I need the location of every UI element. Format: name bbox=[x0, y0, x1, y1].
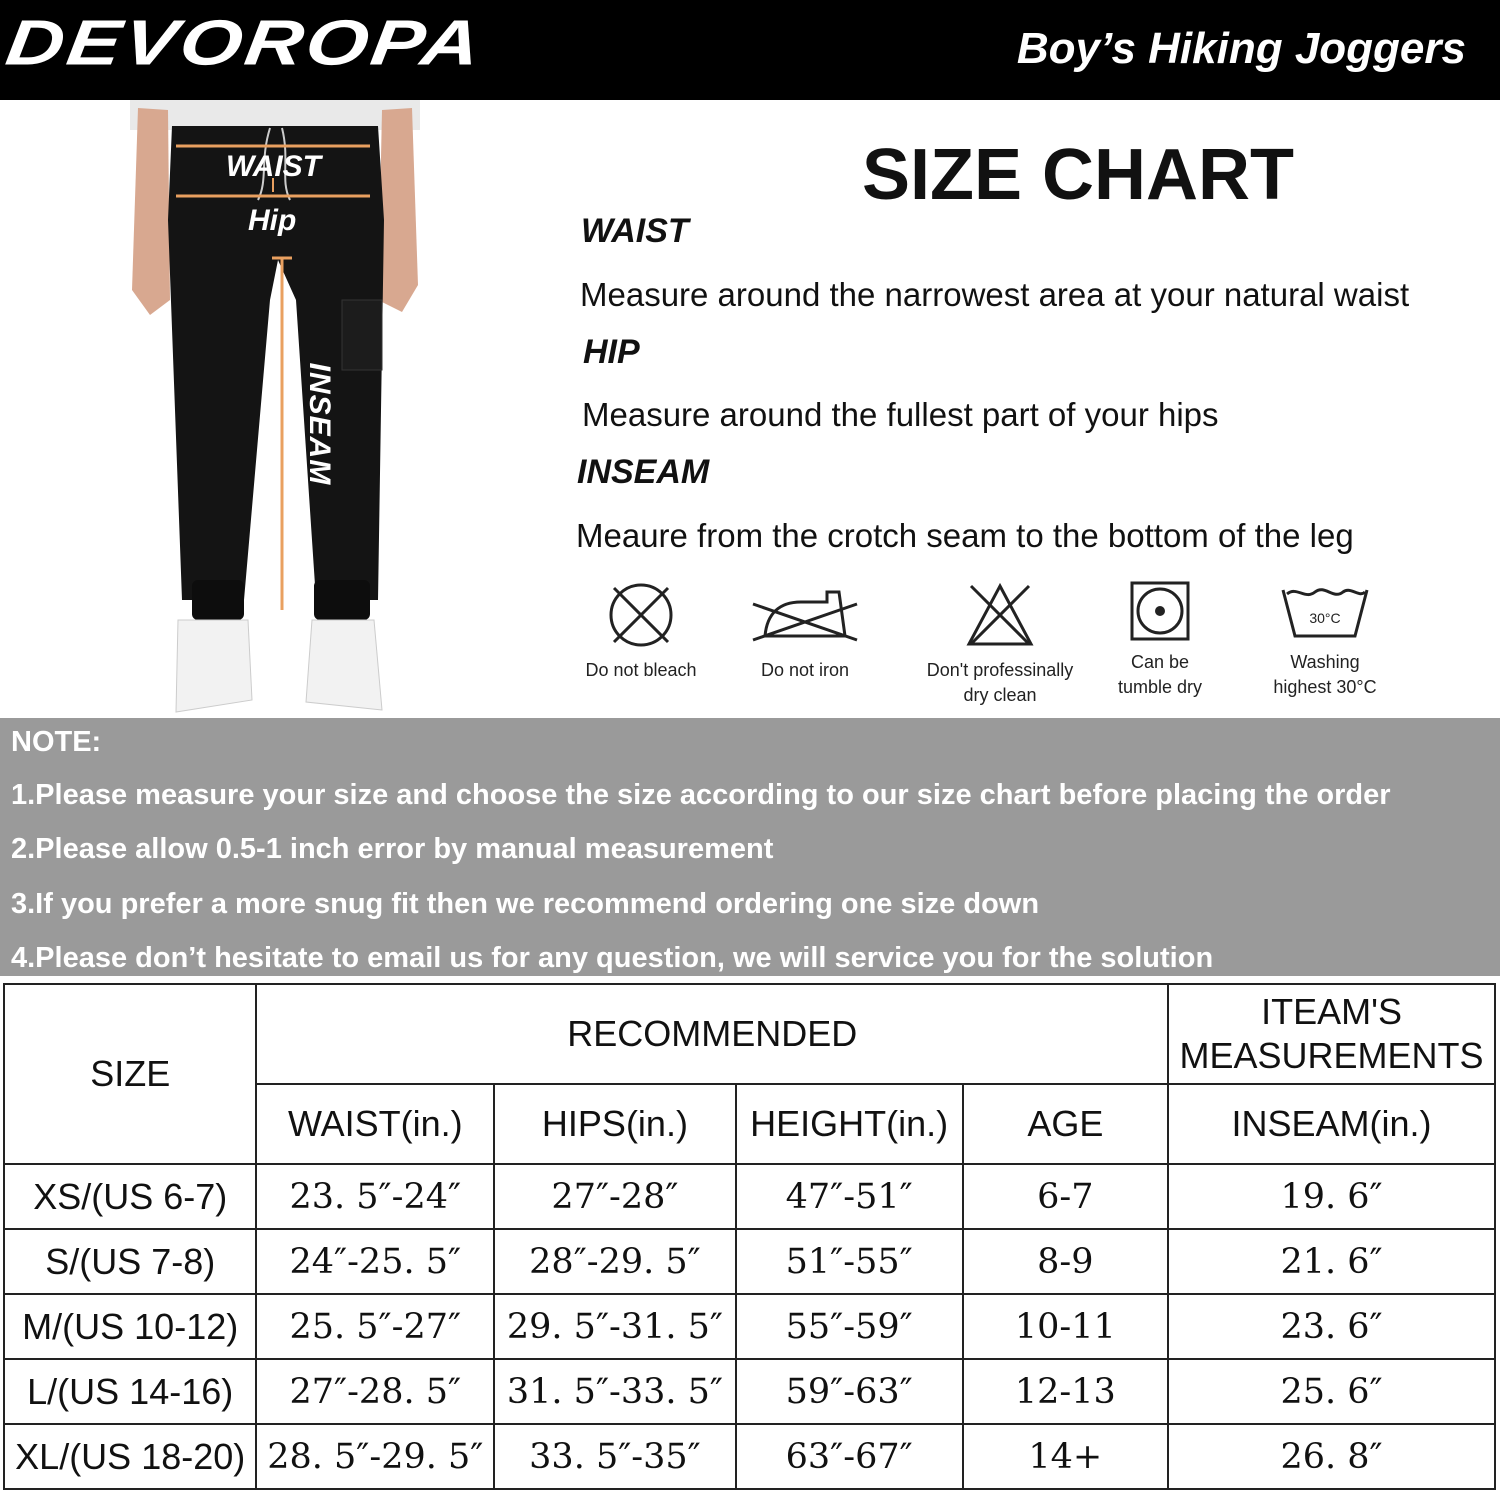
waist-cell: 24″-25. 5″ bbox=[256, 1229, 494, 1294]
waist-cell: 23. 5″-24″ bbox=[256, 1164, 494, 1229]
height-cell: 59″-63″ bbox=[736, 1359, 963, 1424]
waist-photo-label: WAIST bbox=[226, 150, 321, 183]
recommended-header: RECOMMENDED bbox=[256, 984, 1168, 1084]
size-cell: L/(US 14-16) bbox=[4, 1359, 256, 1424]
inseam-description: Meaure from the crotch seam to the bottom of the leg bbox=[576, 517, 1354, 554]
product-title: Boy’s Hiking Joggers bbox=[1016, 24, 1466, 73]
wash-30-icon bbox=[1279, 580, 1371, 642]
size-cell: S/(US 7-8) bbox=[4, 1229, 256, 1294]
column-header-age: AGE bbox=[963, 1084, 1168, 1164]
care-label-1: Can be bbox=[1130, 652, 1190, 672]
table-row bbox=[4, 1424, 1495, 1489]
care-label-2: dry clean bbox=[963, 685, 1037, 705]
size-cell: XS/(US 6-7) bbox=[4, 1164, 256, 1229]
waist-cell: 28. 5″-29. 5″ bbox=[256, 1424, 494, 1489]
care-tumble-dry bbox=[1100, 580, 1220, 700]
column-header-inseam: INSEAM(in.) bbox=[1168, 1084, 1495, 1164]
size-cell: XL/(US 18-20) bbox=[4, 1424, 256, 1489]
wash-temperature-badge: 30°C bbox=[1309, 610, 1341, 626]
waist-cell: 27″-28. 5″ bbox=[256, 1359, 494, 1424]
hips-cell: 31. 5″-33. 5″ bbox=[494, 1359, 736, 1424]
size-header: SIZE bbox=[4, 984, 256, 1164]
column-header-hips: HIPS(in.) bbox=[494, 1084, 736, 1164]
hips-cell: 28″-29. 5″ bbox=[494, 1229, 736, 1294]
care-no-dry-clean bbox=[920, 580, 1080, 708]
hips-cell: 29. 5″-31. 5″ bbox=[494, 1294, 736, 1359]
note-line-2: 2.Please allow 0.5-1 inch error by manual measurement bbox=[11, 833, 774, 865]
item-measurements-header bbox=[1168, 984, 1495, 1084]
inseam-photo-label: INSEAM bbox=[303, 362, 336, 486]
height-cell: 47″-51″ bbox=[736, 1164, 963, 1229]
height-cell: 55″-59″ bbox=[736, 1294, 963, 1359]
age-cell: 6-7 bbox=[963, 1164, 1168, 1229]
waist-term: WAIST bbox=[581, 212, 689, 250]
care-label-2: highest 30°C bbox=[1273, 677, 1377, 697]
hips-cell: 33. 5″-35″ bbox=[494, 1424, 736, 1489]
no-dry-clean-icon bbox=[965, 580, 1035, 650]
inseam-term: INSEAM bbox=[577, 453, 710, 491]
header-bar bbox=[0, 0, 1500, 100]
care-label-1: Washing bbox=[1290, 652, 1360, 672]
hip-description: Measure around the fullest part of your hips bbox=[582, 396, 1219, 433]
age-cell: 10-11 bbox=[963, 1294, 1168, 1359]
note-line-1: 1.Please measure your size and choose the size according to our size chart before placing the order bbox=[11, 779, 1391, 811]
age-cell: 12-13 bbox=[963, 1359, 1168, 1424]
note-line-4: 4.Please don’t hesitate to email us for any question, we will service you for the solution bbox=[11, 942, 1214, 974]
care-label-2: tumble dry bbox=[1117, 677, 1203, 697]
model-photo bbox=[120, 100, 430, 720]
care-label-1: Don't professinally bbox=[926, 660, 1074, 680]
note-heading: NOTE: bbox=[11, 726, 102, 758]
table-row bbox=[4, 1359, 1495, 1424]
table-row bbox=[4, 1229, 1495, 1294]
care-wash-30 bbox=[1262, 580, 1388, 700]
inseam-cell: 21. 6″ bbox=[1168, 1229, 1495, 1294]
hip-term: HIP bbox=[583, 333, 640, 371]
age-cell: 8-9 bbox=[963, 1229, 1168, 1294]
inseam-cell: 25. 6″ bbox=[1168, 1359, 1495, 1424]
size-table bbox=[3, 983, 1496, 1490]
care-do-not-iron bbox=[740, 580, 870, 683]
column-header-height: HEIGHT(in.) bbox=[736, 1084, 963, 1164]
age-cell: 14+ bbox=[963, 1424, 1168, 1489]
table-row bbox=[4, 1294, 1495, 1359]
height-cell: 51″-55″ bbox=[736, 1229, 963, 1294]
item-header-line-2: MEASUREMENTS bbox=[1179, 1035, 1484, 1076]
size-cell: M/(US 10-12) bbox=[4, 1294, 256, 1359]
brand-logo: DEVOROPA bbox=[1, 6, 488, 78]
height-cell: 63″-67″ bbox=[736, 1424, 963, 1489]
waist-description: Measure around the narrowest area at your natural waist bbox=[580, 276, 1410, 313]
do-not-iron-icon bbox=[749, 580, 861, 650]
table-row bbox=[4, 1164, 1495, 1229]
do-not-bleach-icon bbox=[606, 580, 676, 650]
inseam-cell: 19. 6″ bbox=[1168, 1164, 1495, 1229]
hips-cell: 27″-28″ bbox=[494, 1164, 736, 1229]
care-label: Do not bleach bbox=[585, 660, 697, 680]
care-do-not-bleach bbox=[576, 580, 706, 683]
item-header-line-1: ITEAM'S bbox=[1261, 991, 1402, 1032]
column-header-waist: WAIST(in.) bbox=[256, 1084, 494, 1164]
hip-photo-label: Hip bbox=[248, 204, 297, 237]
tumble-dry-icon bbox=[1129, 580, 1191, 642]
care-label: Do not iron bbox=[760, 660, 850, 680]
note-line-3: 3.If you prefer a more snug fit then we recommend ordering one size down bbox=[11, 888, 1040, 920]
size-chart-title: SIZE CHART bbox=[862, 135, 1294, 215]
inseam-cell: 23. 6″ bbox=[1168, 1294, 1495, 1359]
note-box bbox=[0, 718, 1500, 976]
inseam-cell: 26. 8″ bbox=[1168, 1424, 1495, 1489]
waist-cell: 25. 5″-27″ bbox=[256, 1294, 494, 1359]
